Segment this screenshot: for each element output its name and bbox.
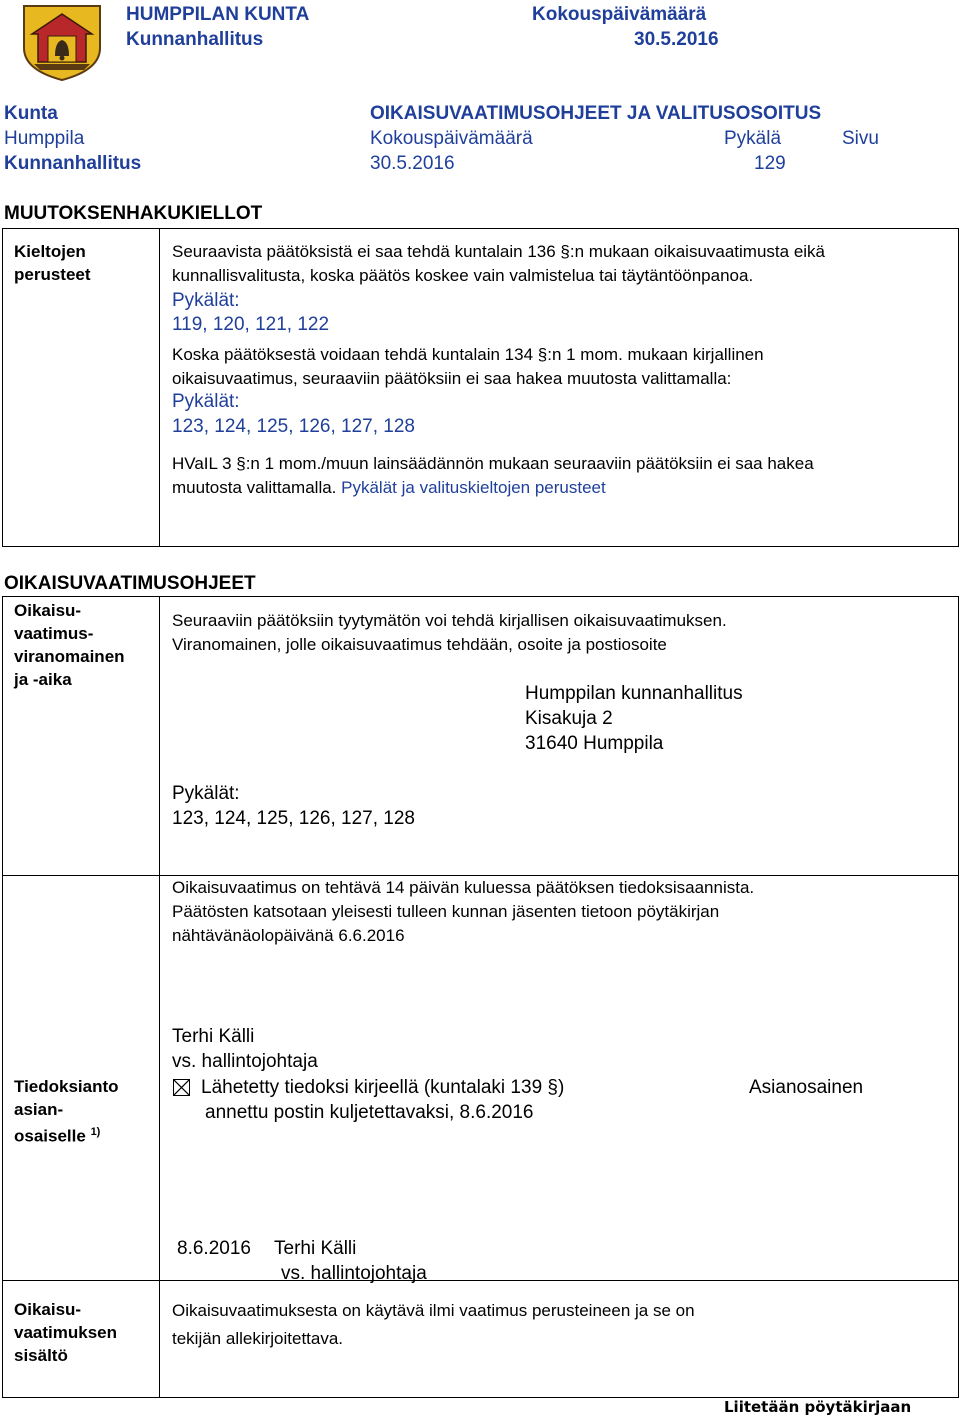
notice-signature-date: 8.6.2016 [177,1238,251,1259]
rectification-row-divider-2 [2,1280,959,1281]
appeal-bans-label: Kieltojen perusteet [14,242,91,284]
notice-signer: Terhi Källi vs. hallintojohtaja [172,1026,318,1072]
content-label: Oikaisu- vaatimuksen sisältö [14,1300,117,1365]
appeal-bans-para2-pykalat-label: Pykälät: [172,391,240,412]
footer-note: Liitetään pöytäkirjaan [724,1398,912,1416]
section-title-rectification: OIKAISUVAATIMUSOHJEET [4,573,256,594]
appeal-bans-para1-pykalat-label: Pykälät: [172,290,240,311]
notice-recipient: Asianosainen [749,1077,864,1098]
meeting-date: 30.5.2016 [634,29,719,50]
notice-signature-name: Terhi Källi [274,1238,357,1259]
governing-body: Kunnanhallitus [126,29,264,50]
sent-checkbox[interactable] [173,1079,190,1096]
notice-sent-text: Lähetetty tiedoksi kirjeellä (kuntalaki 139 §) [201,1077,565,1098]
appeal-bans-divider [159,228,160,547]
appeal-bans-para2-pykalat: 123, 124, 125, 126, 127, 128 [172,416,415,437]
appeal-bans-para1-pykalat: 119, 120, 121, 122 [172,314,330,335]
body-name: Kunnanhallitus [4,153,142,174]
date-column-label: Kokouspäivämäärä [370,128,533,149]
org-name: HUMPPILAN KUNTA [126,4,310,25]
kunta-name: Humppila [4,128,85,149]
section-title-appeal-bans: MUUTOKSENHAKUKIELLOT [4,203,263,224]
rectification-divider [159,596,160,1398]
sivu-column-label: Sivu [842,128,879,149]
content-text: Oikaisuvaatimuksesta on käytävä ilmi vaatimus perusteineen ja se on tekijän allekirjoitettava. [172,1301,695,1348]
checked-cross-icon [174,1080,189,1095]
rectification-time-limit: Oikaisuvaatimus on tehtävä 14 päivän kuluessa päätöksen tiedoksisaannista. Päätösten katsotaan yleisesti tulleen kunnan jäsenten tietoon pöytäkirjan nähtävänäolopäivänä 6.6.2016 [172,878,755,945]
pykala-column-label: Pykälä [724,128,782,149]
rectification-intro: Seuraaviin päätöksiin tyytymätön voi tehdä kirjallisen oikaisuvaatimuksen. Viranomainen, jolle oikaisuvaatimus tehdään, osoite ja postiosoite [172,611,727,654]
page-number: 129 [754,153,786,174]
document-title: OIKAISUVAATIMUSOHJEET JA VALITUSOSOITUS [370,103,822,124]
notice-label: Tiedoksianto asian- osaiselle $^{1)}$ [14,1077,119,1146]
municipality-crest-logo [20,4,104,82]
title-date: 30.5.2016 [370,153,455,174]
kunta-label: Kunta [4,103,58,124]
appeal-bans-para3: HVaIL 3 §:n 1 mom./muun lainsäädännön mukaan seuraaviin päätöksiin ei saa hakea muutosta valittamalla. Pykälät ja valituskieltojen perusteet [172,454,814,497]
meeting-date-label: Kokouspäivämäärä [532,4,707,25]
rectification-pykalat: Pykälät: 123, 124, 125, 126, 127, 128 [172,783,415,829]
appeal-bans-para1: Seuraavista päätöksistä ei saa tehdä kuntalain 136 §:n mukaan oikaisuvaatimusta eikä kunnallisvalitusta, koska päätös koskee vain valmistelua tai täytäntöönpanoa. [172,242,826,285]
notice-mail-text: annettu postin kuljetettavaksi, 8.6.2016 [205,1102,534,1123]
notice-signature-title: vs. hallintojohtaja [281,1263,427,1284]
authority-address: Humppilan kunnanhallitus Kisakuja 2 31640 Humppila [525,683,743,754]
rectification-authority-label: Oikaisu- vaatimus- viranomainen ja -aika [14,601,125,689]
appeal-bans-para2: Koska päätöksestä voidaan tehdä kuntalain 134 §:n 1 mom. mukaan kirjallinen oikaisuvaatimus, seuraaviin päätöksiin ei saa hakea muutosta valittamalla: [172,345,764,388]
